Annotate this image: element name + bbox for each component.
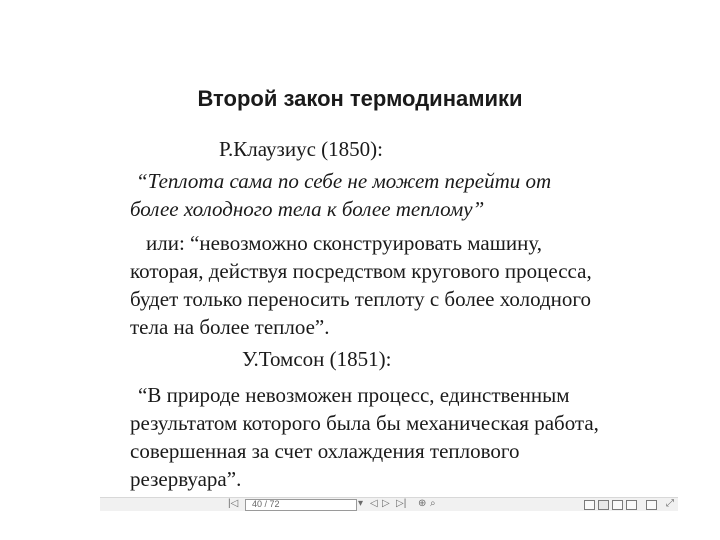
view-double-icon[interactable] <box>598 500 609 510</box>
slide-title: Второй закон термодинамики <box>197 86 523 111</box>
last-page-icon[interactable]: ▷| <box>396 498 407 509</box>
text-line: “В природе невозможен процесс, единственным <box>138 383 570 407</box>
text-line: будет только переносить теплоту с более холодного <box>130 287 592 311</box>
text-line: тела на более теплое”. <box>130 315 330 339</box>
page-number-field[interactable] <box>245 499 357 511</box>
first-page-icon[interactable]: |◁ <box>228 498 239 509</box>
text-line: которая, действуя посредством кругового процесса, <box>130 259 592 283</box>
view-outline-icon[interactable] <box>626 500 637 510</box>
page-indicator: 40 / 72 <box>252 499 280 509</box>
expand-icon[interactable]: ⤢ <box>666 498 674 509</box>
fit-icon[interactable] <box>646 500 657 510</box>
text-line: “Теплота сама по себе не может перейти от <box>136 169 552 193</box>
text-line: Р.Клаузиус (1850): <box>219 137 383 161</box>
text-line: резервуара”. <box>130 467 242 491</box>
viewer-toolbar <box>100 497 678 511</box>
text-line: У.Томсон (1851): <box>242 347 392 371</box>
text-line: более холодного тела к более теплому” <box>130 197 485 221</box>
search-icon[interactable]: ⌕ <box>430 498 436 509</box>
zoom-icon[interactable]: ⊕ <box>418 498 427 509</box>
text-line: результатом которого была бы механическая работа, <box>130 411 599 435</box>
prev-page-icon[interactable]: ◁ <box>370 498 378 509</box>
text-line: или: “невозможно сконструировать машину, <box>146 231 543 255</box>
dropdown-arrow-icon[interactable]: ▾ <box>358 498 364 509</box>
text-line: совершенная за счет охлаждения теплового <box>130 439 520 463</box>
view-grid-icon[interactable] <box>612 500 623 510</box>
view-single-icon[interactable] <box>584 500 595 510</box>
next-page-icon[interactable]: ▷ <box>382 498 390 509</box>
